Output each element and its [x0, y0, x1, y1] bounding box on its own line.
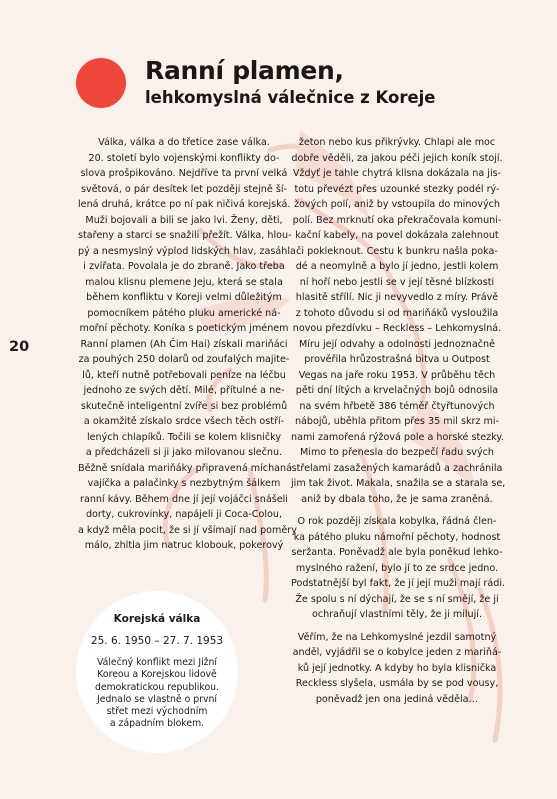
paragraph-gap [291, 623, 503, 630]
text-line: či pokleknout. Cestu k bunkru našla poka- [296, 245, 498, 257]
text-line: z tohoto důvodu si od mariňáků vysloužila [295, 307, 499, 319]
text-line: dé a neomylně a bylo jí jedno, jestli kolem [295, 261, 499, 272]
paragraph-gap [291, 507, 503, 514]
text-line: dorty, cukrovinky, napájeli ji Coca-Colou, [85, 509, 283, 520]
text-line: aniž by dbala toho, že je sama zraněná. [301, 493, 493, 505]
body-text-right-column [291, 135, 506, 707]
info-text [90, 657, 224, 731]
text-line: za pouhých 250 dolarů od zoufalých majite- [78, 354, 290, 365]
text-line: Válka, válka a do třetice zase válka. [98, 137, 270, 148]
info-title: Korejská válka [113, 613, 201, 625]
page-number: 20 [9, 339, 30, 355]
text-line: Podstatnější byl fakt, že jí její muži mají rádi. [291, 578, 506, 589]
text-line: mořní pěchoty. Koníka s poetickým jménem [79, 323, 289, 334]
text-line: vajíčka a palačinky s nezbytným šálkem [87, 478, 281, 489]
text-line: seržanta. Poněvadž ale byla poněkud lehko- [291, 547, 503, 558]
text-line: hlasitě střílí. Nic ji nevyvedlo z míry. Právě [295, 292, 499, 303]
text-line: kační kabely, na povel dokázala zalehnout [295, 230, 499, 241]
text-line: pý a nesmyslný výplod lidských hlav, zasáhla [78, 245, 296, 257]
text-line: a předcházeli si ji jako milovanou slečnu. [85, 447, 283, 458]
text-line: jim tak život. Makala, snažila se a starala se, [291, 478, 506, 489]
text-line: jednoho ze svých dětí. Milé, přítulné a ne- [83, 385, 285, 396]
page-title: Ranní plamen, [145, 56, 344, 85]
text-line: během konfliktu v Koreji velmi důležitým [86, 292, 282, 303]
text-line: nami zamořená rýžová pole a horské stezky. [291, 431, 504, 443]
text-line: myslného ražení, bylo jí to ze srdce jedno. [295, 562, 499, 574]
info-text-line: Koreou a Korejskou lidově [97, 669, 217, 681]
text-line: O rok později získala kobylka, řádná člen- [297, 516, 497, 527]
text-line: lených chlapíků. Točili se kolem klisničky [86, 431, 282, 443]
korean-war-info-circle [76, 591, 238, 753]
text-line: poněvadž jen ona jediná věděla… [315, 693, 479, 705]
text-line: slova prošpikováno. Nejdříve ta první velká [80, 168, 288, 179]
text-line: stařeny a starci se snažili přežít. Válka, hlou- [78, 230, 292, 241]
text-line: Mimo to přenesla do bezpečí řadu svých [300, 447, 494, 458]
info-text-line: střet mezi východním [106, 706, 208, 718]
text-line: nábojů, uběhla přitom přes 35 mil skrz mi- [294, 416, 500, 427]
info-dates: 25. 6. 1950 – 27. 7. 1953 [90, 635, 224, 647]
text-line: Vždyť je tahle chytrá klisna dokázala na jis- [292, 168, 502, 179]
info-text-line: Válečný konflikt mezi Jižní [96, 657, 218, 668]
text-line: skutečně inteligentní zvíře si bez problémů [80, 400, 288, 412]
text-line: 20. století bylo vojenskými konflikty do- [88, 152, 280, 164]
text-line: Běžně snídala mariňáky připravená míchaná [78, 462, 292, 474]
info-text-line: Jednalo se vlastně o první [97, 693, 217, 705]
text-line: novou přezdívku – Reckless – Lehkomyslná. [292, 323, 502, 334]
text-line: Věřím, že na Lehkomyslné jezdil samotný [297, 631, 497, 643]
text-line: Míru její odvahy a odolnosti jednoznačně [299, 338, 495, 350]
text-line: Vegas na jaře roku 1953. V průběhu těch [298, 369, 496, 381]
info-text-line: demokratickou republikou. [95, 681, 219, 693]
text-line: ochraňují vlastními těly, že ji milují. [312, 609, 482, 620]
text-line: i zvířata. Povolala je do zbraně. Jako třeba [83, 261, 285, 272]
text-line: anděl, vyjádřil se o kobylce jeden z mariňá- [292, 647, 502, 658]
text-line: Muži bojovali a bili se jako lvi. Ženy, děti, [85, 214, 283, 226]
text-line: a okamžitě získalo srdce všech těch ostří- [83, 416, 285, 427]
text-line: dobře věděli, za jakou péči jejich koník stojí. [291, 152, 503, 164]
text-line: ka pátého pluku námořní pěchoty, hodnost [293, 531, 501, 543]
title-accent-circle [76, 58, 126, 108]
info-text-line: a západním blokem. [109, 718, 205, 730]
text-line: žových polí, aniž by vstoupila do minových [294, 199, 500, 210]
text-line: ranní kávy. Během dne jí její vojáčci snášeli [80, 493, 288, 505]
text-line: ků její jednotky. A kdyby ho byla klisnička [297, 662, 497, 674]
text-line: Reckless slyšela, usmála by se pod vousy, [295, 678, 499, 689]
text-line: Že spolu s ní dýchají, že se s ní smějí, že ji [295, 593, 499, 605]
text-line: polí. Bez mrknutí oka překračovala komuni- [292, 214, 502, 226]
page-subtitle: lehkomyslná válečnice z Koreje [145, 88, 436, 107]
text-line: a když měla pocit, že si jí všímají nad poměry [78, 524, 297, 536]
body-text-left-column [78, 135, 297, 554]
text-line: lů, kteří nutně potřebovali peníze na léčbu [82, 369, 286, 381]
text-line: totu převézt přes uzounké stezky podél rý- [294, 183, 500, 195]
text-line: střelami zasažených kamarádů a zachránila [291, 462, 503, 474]
text-line: málo, zhltla jim natruc klobouk, pokerový [84, 540, 284, 551]
text-line: na svém hřbetě 386 téměř čtyřtunových [299, 400, 495, 412]
text-line: pěti dní lítých a krvelačných bojů odnosila [295, 385, 499, 396]
text-line: žeton nebo kus přikrývky. Chlapi ale moc [298, 137, 496, 148]
text-line: pomocníkem pátého pluku americké ná- [87, 307, 281, 319]
text-line: Ranní plamen (Ah Čim Hai) získali mariňáci [80, 338, 288, 350]
text-line: prověřila hrůzostrašná bitva u Outpost [304, 354, 490, 365]
text-line: světová, o pár desítek let později stejně ší- [81, 183, 287, 195]
text-line: malou klisnu plemene Jeju, která se stala [85, 276, 283, 288]
text-line: lená druhá, krátce po ní pak ničivá korejská. [78, 199, 291, 210]
text-line: ní hoří nebo jestli se v její těsné blízkosti [299, 276, 495, 288]
